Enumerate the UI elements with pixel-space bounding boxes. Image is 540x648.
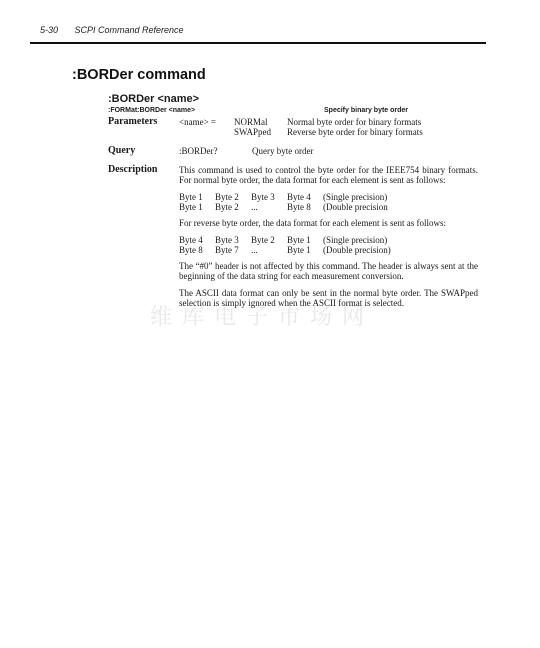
command-syntax: :BORDer <name>: [108, 93, 200, 105]
byte-cell: Byte 1: [287, 235, 311, 245]
section-name: SCPI Command Reference: [74, 25, 184, 35]
parameters-label: Parameters: [108, 116, 158, 127]
byte-cell: Byte 7: [215, 245, 239, 255]
param-desc: Normal byte order for binary formats: [287, 117, 422, 127]
byte-cell: Byte 2: [215, 202, 239, 212]
description-paragraph: The ASCII data format can only be sent in the normal byte order. The SWAPped selection is simply ignored when the ASCII format is selected.: [179, 288, 478, 308]
byte-cell: Byte 4: [287, 192, 311, 202]
param-name: <name> =: [179, 117, 216, 127]
byte-cell: Byte 1: [179, 192, 203, 202]
parameters-section: [108, 117, 478, 137]
byte-cell: Byte 3: [251, 192, 275, 202]
precision-cell: (Single precision): [323, 235, 388, 245]
description-paragraph: This command is used to control the byte order for the IEEE754 binary formats. For normal byte order, the data format for each element is sent as follows:: [179, 165, 478, 185]
byte-cell: Byte 2: [215, 192, 239, 202]
query-table: [179, 146, 478, 156]
query-command: :BORDer?: [179, 146, 218, 156]
param-value: NORMal: [234, 117, 268, 127]
param-desc: Reverse byte order for binary formats: [287, 127, 423, 137]
description-paragraph: The “#0” header is not affected by this command. The header is always sent at the beginning of the data string for each measurement conversion.: [179, 261, 478, 281]
command-summary: Specify binary byte order: [324, 107, 409, 114]
precision-cell: (Double precision): [323, 245, 391, 255]
command-path: :FORMat:BORDer <name>: [108, 107, 196, 114]
byte-cell: Byte 8: [179, 245, 203, 255]
command-content: [108, 93, 478, 308]
precision-cell: (Single precision): [323, 192, 388, 202]
page-number: 5-30: [40, 25, 59, 35]
byte-cell: ...: [251, 202, 258, 212]
normal-order-table: [179, 192, 478, 212]
param-name: [179, 127, 234, 137]
param-value: SWAPped: [234, 127, 272, 137]
watermark: 维库电子市场网: [150, 305, 375, 330]
byte-cell: Byte 1: [287, 245, 311, 255]
query-label: Query: [108, 145, 136, 156]
description-label: Description: [108, 164, 158, 175]
precision-cell: (Double precision: [323, 202, 388, 212]
reverse-order-table: [179, 235, 478, 255]
page-header: [40, 25, 184, 35]
query-desc: Query byte order: [252, 146, 314, 156]
description-body: [179, 165, 478, 308]
byte-cell: ...: [251, 245, 258, 255]
parameters-table: [179, 117, 478, 137]
byte-cell: Byte 4: [179, 235, 203, 245]
command-path-line: [108, 106, 478, 117]
command-title: :BORDer command: [72, 67, 206, 83]
byte-cell: Byte 1: [179, 202, 203, 212]
header-rule: [30, 42, 486, 44]
byte-cell: Byte 8: [287, 202, 311, 212]
byte-cell: Byte 3: [215, 235, 239, 245]
query-section: [108, 146, 478, 156]
byte-cell: Byte 2: [251, 235, 275, 245]
description-paragraph: For reverse byte order, the data format for each element is sent as follows:: [179, 218, 447, 228]
description-section: [108, 165, 478, 308]
